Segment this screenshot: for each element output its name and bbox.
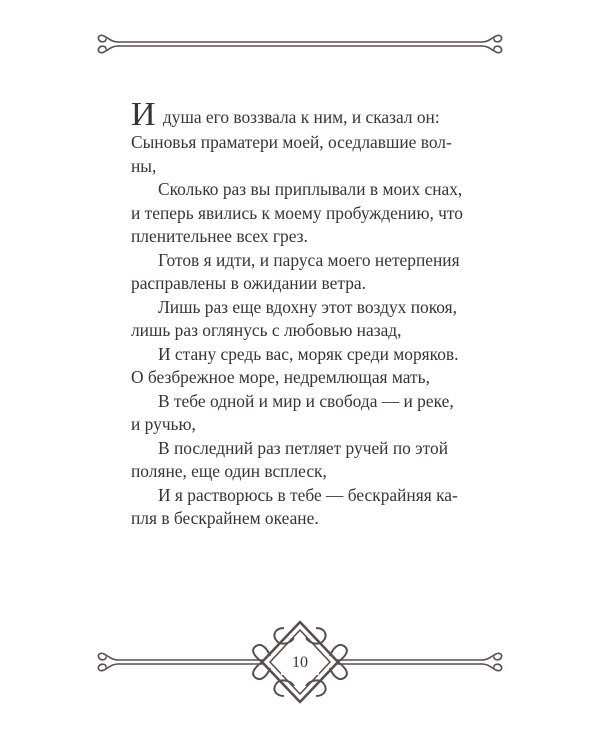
text-line: поляне, еще один всплеск, bbox=[131, 461, 327, 481]
text-line: В тебе одной и мир и свобода — и реке, bbox=[158, 390, 454, 411]
drop-cap: И bbox=[131, 96, 156, 133]
text-line: И стану средь вас, моряк среди моряков. bbox=[158, 343, 459, 364]
bottom-border-ornament bbox=[0, 620, 600, 730]
text-line: Сколько раз вы приплывали в моих снах, bbox=[158, 179, 463, 199]
poem-text bbox=[131, 98, 531, 531]
text-line: О безбрежное море, недремлющая мать, bbox=[131, 367, 430, 387]
text-line: И я растворюсь в тебе — бескрайняя ка- bbox=[158, 484, 458, 505]
text-line: Готов я идти, и паруса моего нетерпения bbox=[158, 249, 460, 270]
text-line: лишь раз оглянусь с любовью назад, bbox=[131, 320, 402, 340]
text-line: В последний раз петляет ручей по этой bbox=[158, 437, 449, 458]
text-line: Сыновья праматери моей, оседлавшие вол- bbox=[131, 132, 452, 152]
text-line: расправлены в ожидании ветра. bbox=[131, 273, 366, 293]
text-line: пленительнее всех грез. bbox=[131, 226, 308, 246]
text-line: и теперь явились к моему пробуждению, что bbox=[131, 202, 463, 223]
text-line: И душа его воззвала к ним, и сказал он: bbox=[131, 96, 440, 133]
text-line: и ручью, bbox=[131, 414, 196, 434]
text-line: пля в бескрайнем океане. bbox=[131, 508, 319, 528]
page-number: 10 bbox=[281, 651, 319, 675]
text-line: ны, bbox=[131, 155, 157, 176]
top-border-ornament bbox=[0, 22, 600, 62]
text-line: Лишь раз еще вдохну этот воздух покоя, bbox=[158, 296, 457, 317]
